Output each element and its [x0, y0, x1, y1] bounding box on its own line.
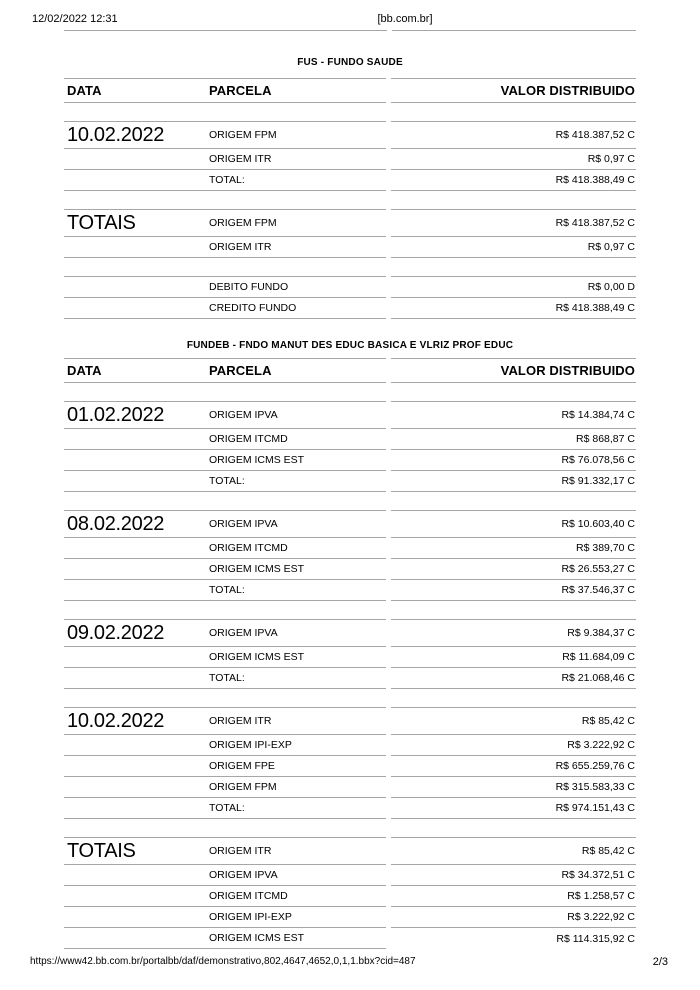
row-parcela: ORIGEM ITCMD [209, 433, 288, 445]
row-parcela: ORIGEM FPM [209, 217, 277, 229]
table-row [64, 277, 636, 298]
table-row [64, 450, 636, 471]
row-parcela: ORIGEM ITR [209, 241, 272, 253]
row-left-cell [64, 601, 386, 620]
table-row [64, 668, 636, 689]
row-left-cell [64, 559, 386, 580]
row-valor: R$ 9.384,37 C [391, 620, 636, 647]
row-valor: R$ 418.388,49 C [391, 298, 636, 319]
row-date: 01.02.2022 [67, 403, 165, 426]
row-valor: R$ 418.387,52 C [391, 210, 636, 237]
row-parcela: ORIGEM ITR [209, 845, 272, 857]
row-left-cell [64, 471, 386, 492]
spacer-row [64, 103, 636, 122]
table-title-fundeb: FUNDEB - FNDO MANUT DES EDUC BASICA E VLRIZ PROF EDUC [186, 340, 514, 351]
row-left-cell [64, 492, 386, 511]
row-valor: R$ 315.583,33 C [391, 777, 636, 798]
row-valor: R$ 91.332,17 C [391, 471, 636, 492]
table-row [64, 708, 636, 735]
row-valor: R$ 11.684,09 C [391, 647, 636, 668]
row-valor [391, 191, 636, 210]
row-left-cell [64, 298, 386, 319]
table-row [64, 928, 636, 949]
table-row [64, 210, 636, 237]
row-date: 09.02.2022 [67, 621, 165, 644]
row-valor: R$ 868,87 C [391, 429, 636, 450]
row-valor [391, 601, 636, 620]
column-header-data: DATA [67, 83, 102, 98]
row-valor [391, 689, 636, 708]
row-left-cell [64, 838, 386, 865]
row-parcela: ORIGEM ICMS EST [209, 932, 305, 944]
table-row [64, 511, 636, 538]
row-left-cell [64, 277, 386, 298]
row-left-cell [64, 122, 386, 149]
row-left-cell [64, 511, 386, 538]
row-left-cell [64, 865, 386, 886]
table-row [64, 471, 636, 492]
row-left-cell [64, 538, 386, 559]
table-row [64, 798, 636, 819]
row-valor: R$ 3.222,92 C [391, 735, 636, 756]
row-left-cell [64, 402, 386, 429]
row-left-cell [64, 668, 386, 689]
row-parcela: ORIGEM IPI-EXP [209, 911, 292, 923]
table-title-fus: FUS - FUNDO SAUDE [297, 57, 403, 68]
table-row [64, 907, 636, 928]
row-parcela: ORIGEM IPVA [209, 627, 278, 639]
row-parcela: ORIGEM IPVA [209, 869, 278, 881]
row-parcela: ORIGEM ICMS EST [209, 651, 305, 663]
row-parcela: ORIGEM FPM [209, 129, 277, 141]
table-row [64, 580, 636, 601]
table-row [64, 735, 636, 756]
row-date: 10.02.2022 [67, 123, 165, 146]
row-left-cell [64, 708, 386, 735]
table-row [64, 298, 636, 319]
table-row [64, 838, 636, 865]
row-valor: R$ 1.258,57 C [391, 886, 636, 907]
row-parcela: DEBITO FUNDO [209, 281, 289, 293]
row-valor: R$ 0,97 C [391, 149, 636, 170]
column-header-valor: VALOR DISTRIBUIDO [391, 358, 636, 383]
table-fus [64, 78, 636, 319]
row-left-cell [64, 191, 386, 210]
table-row [64, 122, 636, 149]
row-valor: R$ 114.315,92 C [556, 932, 635, 945]
spacer-row [64, 492, 636, 511]
spacer-row [64, 689, 636, 708]
row-left-cell [64, 620, 386, 647]
header-left-cell [64, 358, 386, 383]
row-valor: R$ 34.372,51 C [391, 865, 636, 886]
row-left-cell [64, 149, 386, 170]
row-left-cell [64, 647, 386, 668]
row-valor: R$ 389,70 C [391, 538, 636, 559]
row-left-cell [64, 819, 386, 838]
row-parcela: ORIGEM ICMS EST [209, 563, 305, 575]
row-valor: R$ 76.078,56 C [391, 450, 636, 471]
row-parcela: ORIGEM FPM [209, 781, 277, 793]
row-valor [391, 383, 636, 402]
spacer-row [64, 601, 636, 620]
spacer-row [64, 191, 636, 210]
row-parcela: TOTAL: [209, 672, 245, 684]
table-row [64, 620, 636, 647]
row-date: 08.02.2022 [67, 512, 165, 535]
row-valor: R$ 10.603,40 C [391, 511, 636, 538]
row-valor: R$ 21.068,46 C [391, 668, 636, 689]
row-parcela: TOTAL: [209, 584, 245, 596]
row-valor: R$ 655.259,76 C [391, 756, 636, 777]
spacer-row [64, 819, 636, 838]
table-row [64, 865, 636, 886]
table-fundeb [64, 358, 636, 949]
table-row [64, 170, 636, 191]
rule-segment-right [392, 16, 636, 31]
row-parcela: ORIGEM ITR [209, 715, 272, 727]
row-valor [391, 258, 636, 277]
table-row [64, 777, 636, 798]
row-left-cell [64, 258, 386, 277]
table-row [64, 538, 636, 559]
row-valor [391, 819, 636, 838]
row-parcela: CREDITO FUNDO [209, 302, 297, 314]
column-header-valor: VALOR DISTRIBUIDO [391, 78, 636, 103]
row-left-cell [64, 907, 386, 928]
spacer-row [64, 383, 636, 402]
table-row [64, 149, 636, 170]
header-left-cell [64, 78, 386, 103]
row-parcela: ORIGEM ITCMD [209, 890, 288, 902]
table-row [64, 429, 636, 450]
row-valor: R$ 0,00 D [391, 277, 636, 298]
row-parcela: TOTAL: [209, 174, 245, 186]
row-valor [391, 103, 636, 122]
print-header-rule [64, 16, 636, 31]
row-valor: R$ 85,42 C [391, 708, 636, 735]
row-left-cell [64, 756, 386, 777]
row-parcela: ORIGEM IPVA [209, 518, 278, 530]
row-date: 10.02.2022 [67, 709, 165, 732]
row-left-cell [64, 886, 386, 907]
table-row [64, 756, 636, 777]
row-valor: R$ 14.384,74 C [391, 402, 636, 429]
row-left-cell [64, 429, 386, 450]
row-valor: R$ 0,97 C [391, 237, 636, 258]
column-header-parcela: PARCELA [209, 83, 272, 98]
rule-segment-left [64, 16, 387, 31]
row-parcela: ORIGEM IPI-EXP [209, 739, 292, 751]
row-valor: R$ 974.151,43 C [391, 798, 636, 819]
row-date: TOTAIS [67, 839, 136, 862]
table-header-row [64, 358, 636, 383]
page-number: 2/3 [652, 956, 668, 968]
row-valor: R$ 37.546,37 C [391, 580, 636, 601]
print-header-site-title: [bb.com.br] [377, 13, 433, 25]
row-left-cell [64, 689, 386, 708]
table-header-row [64, 78, 636, 103]
row-valor: R$ 418.388,49 C [391, 170, 636, 191]
row-parcela: ORIGEM ITCMD [209, 542, 288, 554]
spacer-row [64, 258, 636, 277]
row-left-cell [64, 450, 386, 471]
row-parcela: ORIGEM ICMS EST [209, 454, 305, 466]
row-valor: R$ 26.553,27 C [391, 559, 636, 580]
row-parcela: TOTAL: [209, 802, 245, 814]
row-left-cell [64, 798, 386, 819]
table-row [64, 559, 636, 580]
row-parcela: ORIGEM ITR [209, 153, 272, 165]
row-left-cell [64, 580, 386, 601]
table-row [64, 647, 636, 668]
row-left-cell [64, 237, 386, 258]
row-left-cell [64, 170, 386, 191]
row-valor [391, 492, 636, 511]
table-row [64, 402, 636, 429]
column-header-parcela: PARCELA [209, 363, 272, 378]
table-row [64, 886, 636, 907]
row-left-cell [64, 103, 386, 122]
table-row [64, 237, 636, 258]
row-date: TOTAIS [67, 211, 136, 234]
row-valor: R$ 85,42 C [391, 838, 636, 865]
row-valor: R$ 3.222,92 C [391, 907, 636, 928]
row-left-cell [64, 928, 386, 949]
row-parcela: ORIGEM FPE [209, 760, 275, 772]
row-left-cell [64, 210, 386, 237]
column-header-data: DATA [67, 363, 102, 378]
print-header-datetime: 12/02/2022 12:31 [32, 13, 118, 25]
row-parcela: ORIGEM IPVA [209, 409, 278, 421]
row-left-cell [64, 735, 386, 756]
row-parcela: TOTAL: [209, 475, 245, 487]
row-left-cell [64, 383, 386, 402]
row-left-cell [64, 777, 386, 798]
row-valor: R$ 418.387,52 C [391, 122, 636, 149]
print-footer-url: https://www42.bb.com.br/portalbb/daf/demonstrativo,802,4647,4652,0,1,1.bbx?cid=487 [30, 956, 416, 967]
